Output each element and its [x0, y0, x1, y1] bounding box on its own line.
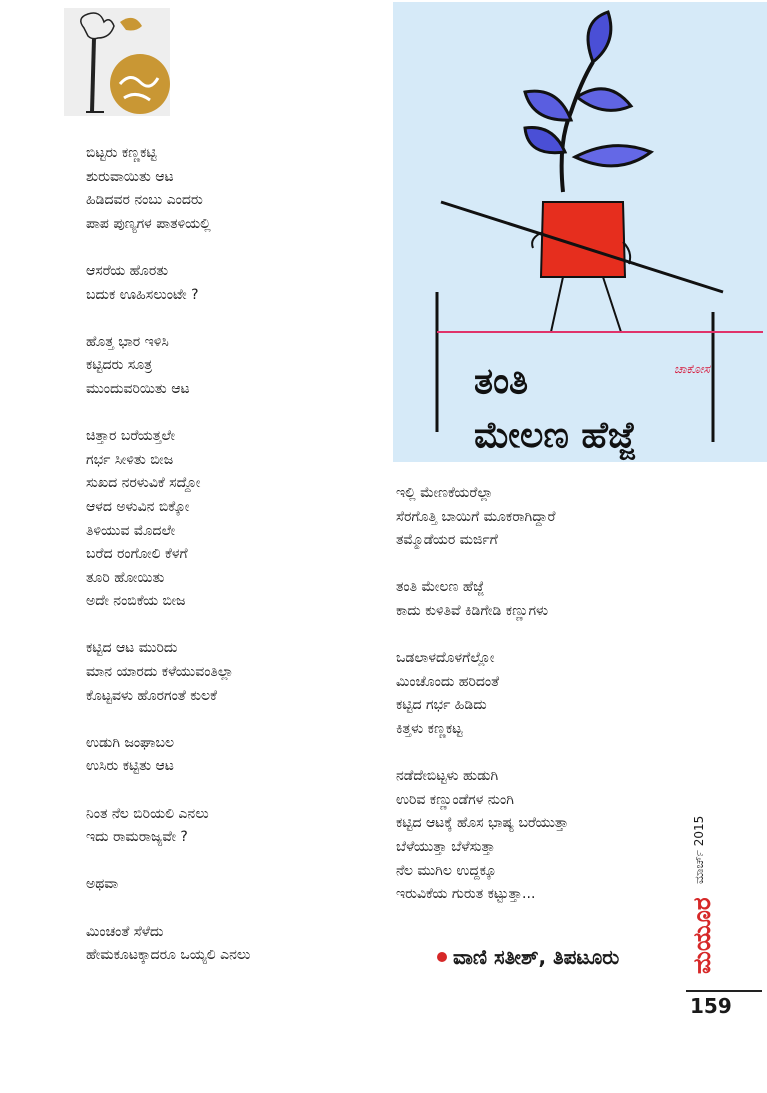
poem-line: ಅದೇ ನಂಬಿಕೆಯ ಬೀಜ	[86, 593, 186, 610]
poem-left-column	[86, 142, 250, 968]
poem-line: ಇದು ರಾಮರಾಜ್ಯವೇ ?	[86, 829, 188, 846]
poem-line: ಹೇಮಕೂಟಕ್ಕಾದರೂ ಒಯ್ಯಲಿ ಎನಲು	[86, 947, 251, 964]
issue-date-text: ಮಾರ್ಚ್ 2015	[692, 815, 706, 884]
poem-line: ಉಡುಗಿ ಜಂಘಾಬಲ	[86, 734, 175, 751]
poem-line: ನಡೆದೇಬಿಟ್ಟಳು ಹುಡುಗಿ	[396, 768, 499, 785]
poem-line	[86, 614, 250, 638]
poem-line: ಕಿತ್ತಳು ಕಣ್ಣಕಟ್ಟ	[396, 720, 463, 737]
poem-line: ತೂರಿ ಹೋಯಿತು	[86, 569, 165, 586]
magazine-name-text: ಮಯೂರ	[688, 897, 716, 974]
footer-rule	[686, 990, 762, 992]
poem-line: ಬಿಟ್ಟರು ಕಣ್ಣಕಟ್ಟಿ	[86, 145, 157, 161]
poem-line: ನಿಂತ ನೆಲ ಬಿರಿಯಲಿ ಎನಲು	[86, 805, 209, 822]
artist-signature: ಚಾಕೋಸ	[674, 362, 710, 376]
poem-line: ಕಟ್ಟಿದ ಆಟಕ್ಕೆ ಹೊಸ ಭಾಷ್ಯ ಬರೆಯುತ್ತಾ	[396, 815, 569, 832]
poem-line	[86, 402, 250, 426]
author-name: ವಾಣಿ ಸತೀಶ್, ತಿಪಟೂರು	[453, 945, 620, 969]
poem-line	[396, 742, 568, 766]
page-number: 159	[690, 994, 732, 1018]
poem-line: ಮಿಂಚಂತೆ ಸೆಳೆದು	[86, 923, 164, 940]
poem-line: ತಿಳಿಯುವ ಮೊದಲೇ	[86, 522, 176, 539]
poem-line: ಮಿಂಚೊಂದು ಹರಿದಂತೆ	[396, 673, 500, 690]
poem-line	[86, 307, 250, 331]
author-byline	[437, 945, 619, 969]
poem-line	[86, 897, 250, 921]
magazine-name	[688, 888, 716, 974]
poem-line: ಆಸರೆಯ ಹೊರತು	[86, 262, 169, 279]
poem-line: ಒಡಲಾಳದೊಳಗೆಲ್ಲೋ	[396, 650, 495, 667]
poem-line: ಗರ್ಭ ಸೀಳಿತು ಬೀಜ	[86, 451, 174, 468]
magazine-logo	[64, 8, 170, 116]
tightrope-walker-plant-icon	[393, 2, 767, 462]
poem-line: ಕಟ್ಟಿದ ಆಟ ಮುರಿದು	[86, 640, 178, 657]
poem-line: ಉರಿವ ಕಣ್ಣುಂಡೆಗಳ ನುಂಗಿ	[396, 791, 514, 808]
poem-illustration	[393, 2, 767, 462]
poem-line: ಮಾನ ಯಾರದು ಕಳೆಯುವಂತಿಲ್ಲಾ	[86, 664, 234, 681]
poem-line	[396, 624, 568, 648]
poem-line: ಸೆರಗೊತ್ತಿ ಬಾಯಿಗೆ ಮೂಕರಾಗಿದ್ದಾರೆ	[396, 508, 556, 525]
poem-line: ಶುರುವಾಯಿತು ಆಟ	[86, 168, 174, 185]
poem-line: ಆಳದ ಅಳುವಿನ ಬಿಕ್ಕೋ	[86, 498, 190, 515]
poem-title-line-2: ಮೇಲಣ ಹೆಜ್ಜೆ	[474, 415, 636, 456]
poem-line	[86, 708, 250, 732]
poem-line: ಕಟ್ಟಿದರು ಸೂತ್ರ	[86, 357, 153, 374]
poem-line: ಸುಖದ ನರಳುವಿಕೆ ಸದ್ದೋ	[86, 475, 201, 492]
poem-line: ಬರೆದ ರಂಗೋಲಿ ಕೆಳಗೆ	[86, 546, 188, 563]
poem-line	[86, 779, 250, 803]
poem-line: ಉಸಿರು ಕಟ್ಟಿತು ಆಟ	[86, 758, 174, 775]
poem-line: ಇಲ್ಲಿ ಮೇಣಕೆಯರೆಲ್ಲಾ	[396, 485, 494, 501]
poem-line: ಹಿಡಿದವರ ನಂಬು ಎಂದರು	[86, 192, 203, 209]
poem-line	[86, 850, 250, 874]
poem-line: ತಂತಿ ಮೇಲಣ ಹೆಜ್ಜೆ	[396, 579, 485, 596]
poem-line: ಕಟ್ಟಿದ ಗರ್ಭ ಹಿಡಿದು	[396, 697, 487, 714]
issue-date	[690, 792, 712, 884]
poem-line: ಕೊಟ್ಟವಳು ಹೊರಗಂತೆ ಕುಲಕೆ	[86, 687, 217, 704]
poem-line: ಪಾಪ ಪುಣ್ಯಗಳ ಪಾತಳಿಯಲ್ಲಿ	[86, 215, 211, 232]
poem-line: ಮುಂದುವರಿಯಿತು ಆಟ	[86, 380, 190, 397]
poem-line: ಹೊತ್ತ ಭಾರ ಇಳಿಸಿ	[86, 333, 169, 350]
poem-line	[86, 236, 250, 260]
poem-line: ಅಥವಾ	[86, 876, 119, 893]
poem-right-column	[396, 482, 568, 907]
poem-line: ನೆಲ ಮುಗಿಲ ಉದ್ದಕ್ಕೂ	[396, 862, 497, 879]
poem-line: ಬದುಕ ಊಹಿಸಲುಂಟೇ ?	[86, 286, 199, 303]
poem-line	[396, 553, 568, 577]
poem-title-line-1: ತಂತಿ	[474, 361, 529, 402]
poem-line: ಕಾದು ಕುಳಿತಿವೆ ಕಿಡಿಗೇಡಿ ಕಣ್ಣುಗಳು	[396, 602, 549, 619]
poem-line: ಇರುವಿಕೆಯ ಗುರುತ ಕಟ್ಟುತ್ತಾ...	[396, 886, 536, 903]
tree-logo-icon	[64, 8, 170, 116]
poem-line: ಬೆಳೆಯುತ್ತಾ ಬೆಳೆಸುತ್ತಾ	[396, 838, 496, 855]
poem-line: ಚಿತ್ತಾರ ಬರೆಯತ್ತಲೇ	[86, 428, 176, 445]
bullet-icon	[437, 952, 447, 962]
poem-line: ತಮ್ಮೊಡೆಯರ ಮರ್ಜಿಗೆ	[396, 532, 498, 549]
